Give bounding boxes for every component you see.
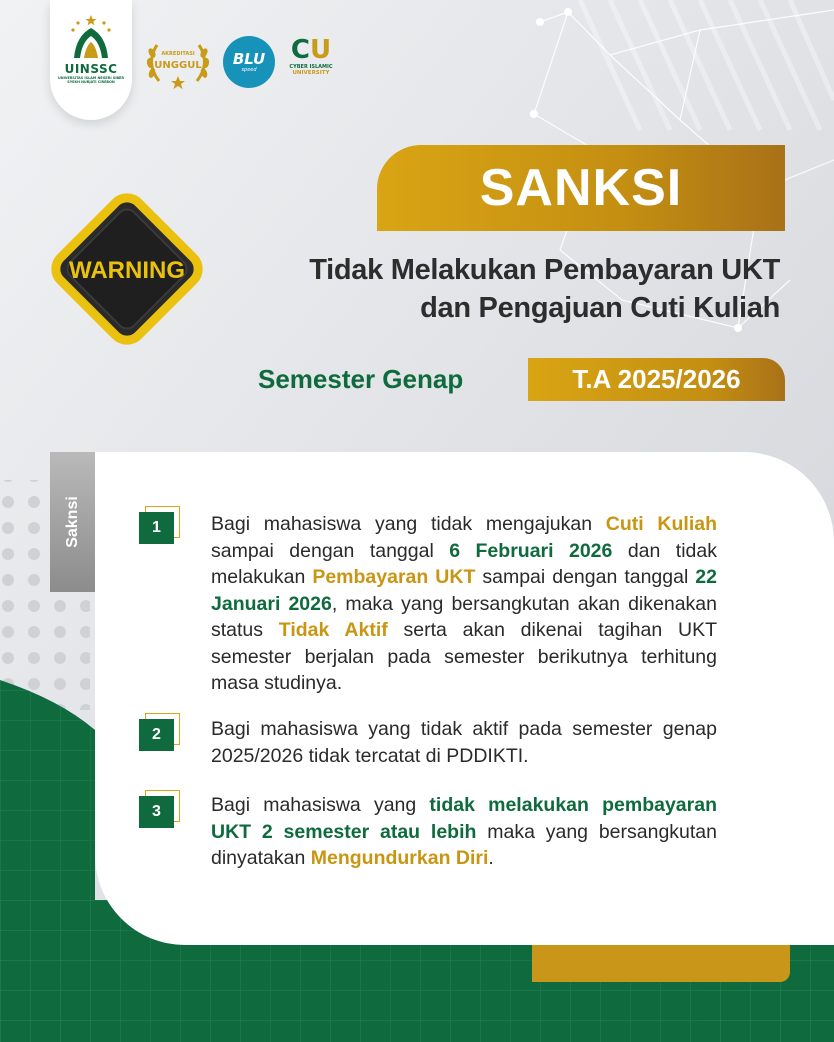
warning-sign-icon xyxy=(38,180,216,358)
item-text: Bagi mahasiswa yang tidak mengajukan Cuti Kuliah sampai dengan tanggal 6 Februari 2026 dan tidak melakukan Pembayaran UKT sampai dengan tanggal 22 Januari 2026, maka yang bersangkutan akan dikenakan status Tidak Aktif serta akan dikenai tagihan UKT semester berjalan pada semester berikutnya terhitung masa studinya. xyxy=(211,513,717,694)
semester-label: Semester Genap xyxy=(258,364,464,394)
cyber-line1: CYBER ISLAMIC xyxy=(289,64,333,70)
logo-name: UINSSC xyxy=(64,62,118,76)
akreditasi-unggul-badge xyxy=(143,35,213,91)
item-text: Bagi mahasiswa yang tidak melakukan pembayaran UKT 2 semester atau lebih maka yang bersangkutan dinyatakan Mengundurkan Diri. xyxy=(211,794,717,869)
cyber-islamic-badge xyxy=(283,36,339,90)
side-tab-label: Saknsi xyxy=(63,496,81,548)
blu-sub-label: speed xyxy=(241,66,257,73)
warning-label: WARNING xyxy=(69,257,185,284)
side-tab xyxy=(50,452,95,592)
academic-year-banner xyxy=(528,358,785,401)
page-title: SANKSI xyxy=(479,159,683,217)
subtitle-line-1: Tidak Melakukan Pembayaran UKT xyxy=(309,254,780,286)
title-banner xyxy=(377,145,785,231)
akreditasi-top-label: AKREDITASI xyxy=(161,51,195,57)
item-number: 3 xyxy=(139,796,174,828)
subtitle xyxy=(309,251,780,327)
blu-badge xyxy=(223,36,275,88)
subtitle-line-2: dan Pengajuan Cuti Kuliah xyxy=(420,292,780,324)
item-text: Bagi mahasiswa yang tidak aktif pada semester genap 2025/2026 tidak tercatat di PDDIKTI. xyxy=(211,718,717,767)
akreditasi-main-label: UNGGUL xyxy=(154,60,202,71)
item-number: 2 xyxy=(139,719,174,751)
logo-subtitle: UNIVERSITAS ISLAM NEGERI SIBER SYEKH NURJATI CIREBON xyxy=(58,76,124,84)
cyber-mark: CU xyxy=(290,35,332,65)
blu-label: BLU xyxy=(232,49,266,68)
cyber-line2: UNIVERSITY xyxy=(292,70,330,76)
academic-year: T.A 2025/2026 xyxy=(572,364,741,394)
item-number: 1 xyxy=(139,512,174,544)
university-logo xyxy=(50,0,132,120)
uinssc-emblem-icon xyxy=(64,14,118,60)
